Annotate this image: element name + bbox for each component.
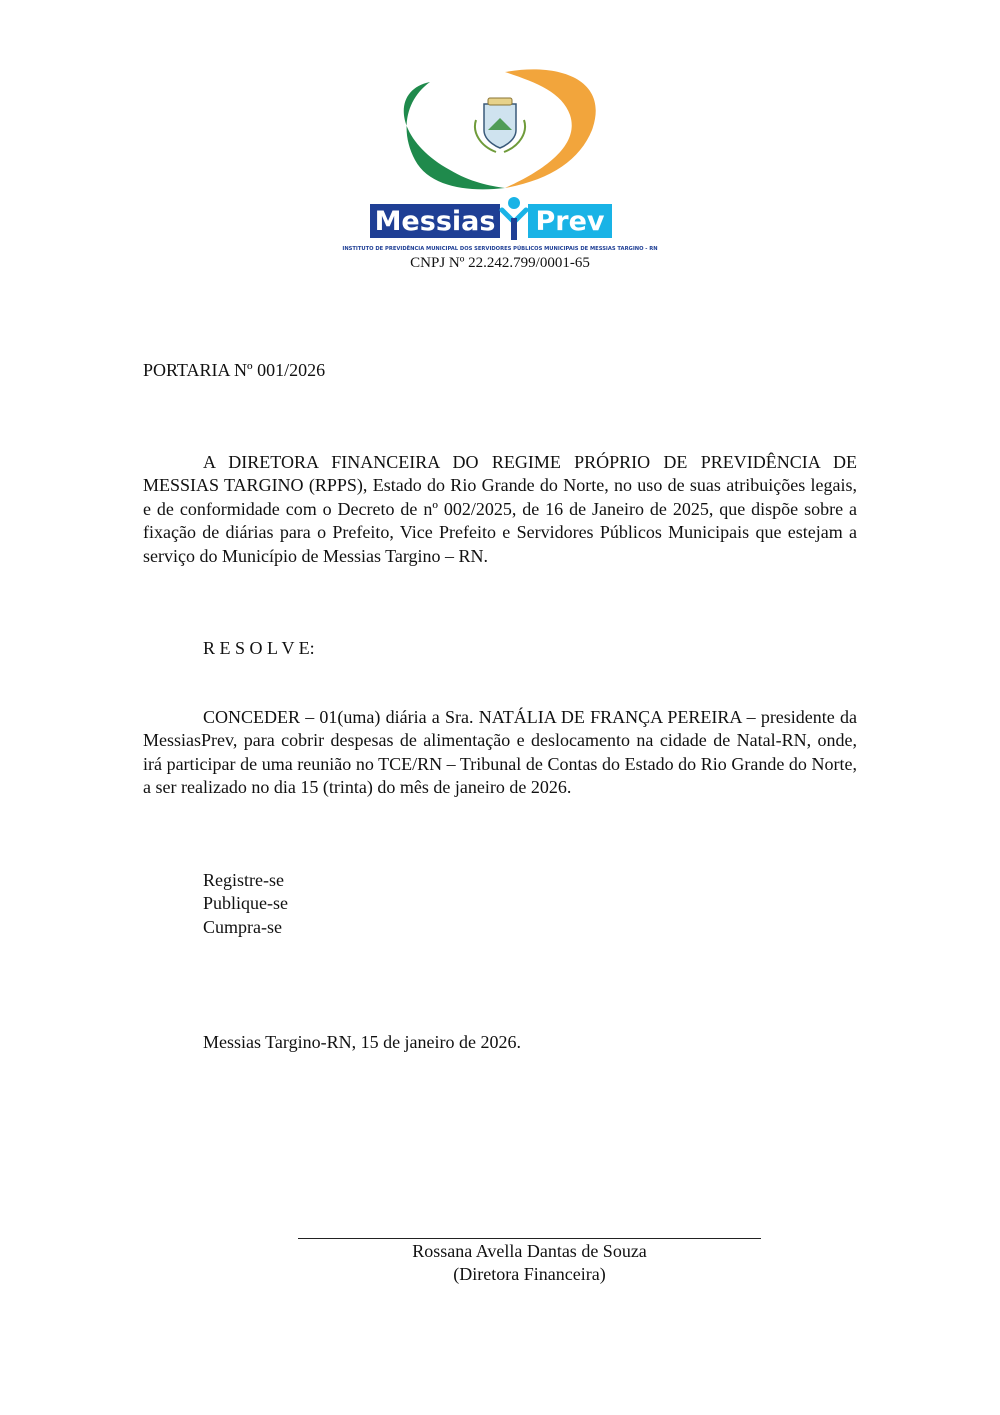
- municipal-crest-icon: [475, 98, 525, 152]
- preamble-paragraph: A DIRETORA FINANCEIRA DO REGIME PRÓPRIO DE PREVIDÊNCIA DE MESSIAS TARGINO (RPPS), Estado do Rio Grande do Norte, no uso de suas atribuições legais, e de conformidade com o Decreto de nº 002/2025, de 16 de Janeiro de 2025, que dispõe sobre a fixação de diárias para o Prefeito, Vice Prefeito e Servidores Públicos Municipais que estejam a serviço do Município de Messias Targino – RN.: [143, 452, 857, 566]
- body-paragraph: CONCEDER – 01(uma) diária a Sra. NATÁLIA DE FRANÇA PEREIRA – presidente da MessiasPrev, para cobrir despesas de alimentação e deslocamento na cidade de Natal-RN, onde, irá participar de uma reunião no TCE/RN – Tribunal de Contas do Estado do Rio Grande do Norte, a ser realizado no dia 15 (trinta) do mês de janeiro de 2026.: [143, 707, 857, 798]
- person-figure-icon: [502, 197, 526, 240]
- signature-block: [298, 1240, 761, 1287]
- closing-register: Registre-se: [203, 870, 284, 890]
- logo-word-messias: Messias: [374, 206, 496, 237]
- logo-word-prev: Prev: [535, 206, 605, 237]
- signer-name: Rossana Avella Dantas de Souza: [412, 1241, 647, 1261]
- cnpj-line: CNPJ Nº 22.242.799/0001-65: [410, 255, 590, 271]
- messiasprev-logo: [300, 60, 700, 260]
- signature-line: [298, 1238, 761, 1239]
- logo-tagline: INSTITUTO DE PREVIDÊNCIA MUNICIPAL DOS SERVIDORES PÚBLICOS MUNICIPAIS DE MESSIAS TARGINO - RN: [342, 246, 658, 252]
- resolve-heading: R E S O L V E:: [203, 638, 315, 658]
- place-and-date: Messias Targino-RN, 15 de janeiro de 2026.: [203, 1032, 522, 1052]
- signer-role: (Diretora Financeira): [453, 1264, 606, 1285]
- orange-swoosh-shape: [505, 69, 596, 188]
- closing-comply: Cumpra-se: [203, 916, 282, 937]
- document-title: PORTARIA Nº 001/2026: [143, 360, 326, 380]
- closing-publish: Publique-se: [203, 893, 288, 914]
- closing-formulas: [143, 869, 917, 939]
